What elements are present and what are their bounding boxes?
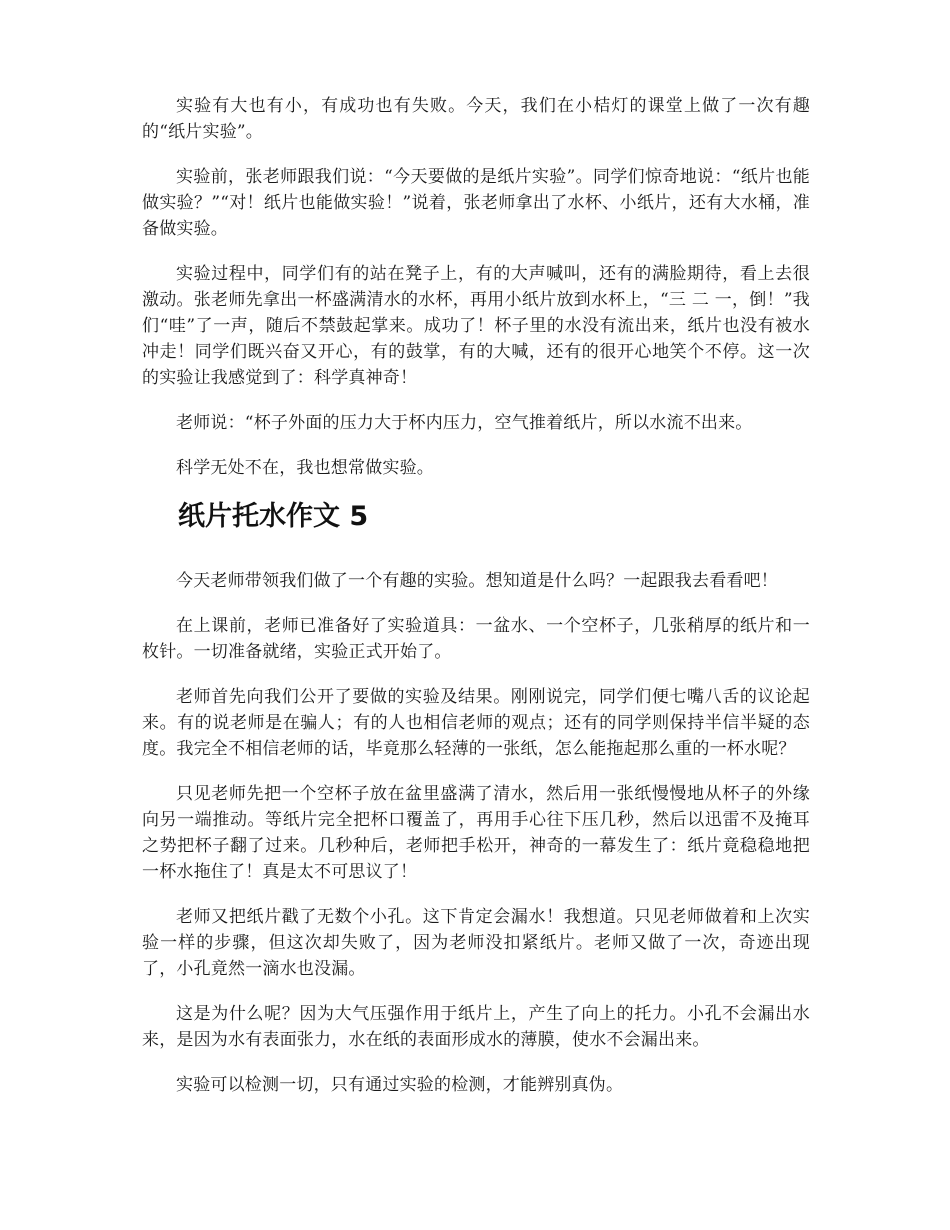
paragraph: 老师又把纸片戳了无数个小孔。这下肯定会漏水！我想道。只见老师做着和上次实验一样的步骤，但这次却失败了，因为老师没扣紧纸片。老师又做了一次，奇迹出现了，小孔竟然一滴水也没漏。 [142, 907, 810, 979]
paragraph: 实验有大也有小，有成功也有失败。今天，我们在小桔灯的课堂上做了一次有趣的“纸片实验”。 [142, 96, 810, 142]
paragraph: 这是为什么呢？因为大气压强作用于纸片上，产生了向上的托力。小孔不会漏出水来，是因为水有表面张力，水在纸的表面形成水的薄膜，使水不会漏出来。 [142, 1004, 810, 1050]
paragraph: 实验可以检测一切，只有通过实验的检测，才能辨别真伪。 [176, 1075, 624, 1095]
paragraph: 只见老师先把一个空杯子放在盆里盛满了清水，然后用一张纸慢慢地从杯子的外缘向另一端推动。等纸片完全把杯口覆盖了，再用手心往下压几秒，然后以迅雷不及掩耳之势把杯子翻了过来。几秒种后，老师把手松开，神奇的一幕发生了：纸片竟稳稳地把一杯水拖住了！真是太不可思议了！ [142, 784, 810, 882]
section-heading: 纸片托水作文 5 [178, 501, 369, 532]
paragraph: 科学无处不在，我也想常做实验。 [176, 458, 434, 478]
paragraph: 实验前，张老师跟我们说：“今天要做的是纸片实验”。同学们惊奇地说：“纸片也能做实验？”“对！纸片也能做实验！”说着，张老师拿出了水杯、小纸片，还有大水桶，准备做实验。 [142, 167, 810, 239]
paragraph: 老师首先向我们公开了要做的实验及结果。刚刚说完，同学们便七嘴八舌的议论起来。有的说老师是在骗人；有的人也相信老师的观点；还有的同学则保持半信半疑的态度。我完全不相信老师的话，毕竟那么轻薄的一张纸，怎么能拖起那么重的一杯水呢？ [142, 687, 810, 759]
paragraph: 今天老师带领我们做了一个有趣的实验。想知道是什么吗？一起跟我去看看吧！ [176, 571, 778, 591]
paragraph: 实验过程中，同学们有的站在凳子上，有的大声喊叫，还有的满脸期待，看上去很激动。张老师先拿出一杯盛满清水的水杯，再用小纸片放到水杯上，“三 二 一，倒！”我们“哇”了一声，随后不禁鼓起掌来。成功了！杯子里的水没有流出来，纸片也没有被水冲走！同学们既兴奋又开心，有的鼓掌，有的大喊，还有的很开心地笑个不停。这一次的实验让我感觉到了：科学真神奇！ [142, 264, 810, 388]
document-page [142, 93, 810, 1117]
paragraph: 老师说：“杯子外面的压力大于杯内压力，空气推着纸片，所以水流不出来。 [176, 413, 753, 433]
paragraph: 在上课前，老师已准备好了实验道具：一盆水、一个空杯子，几张稍厚的纸片和一枚针。一切准备就绪，实验正式开始了。 [142, 616, 810, 662]
